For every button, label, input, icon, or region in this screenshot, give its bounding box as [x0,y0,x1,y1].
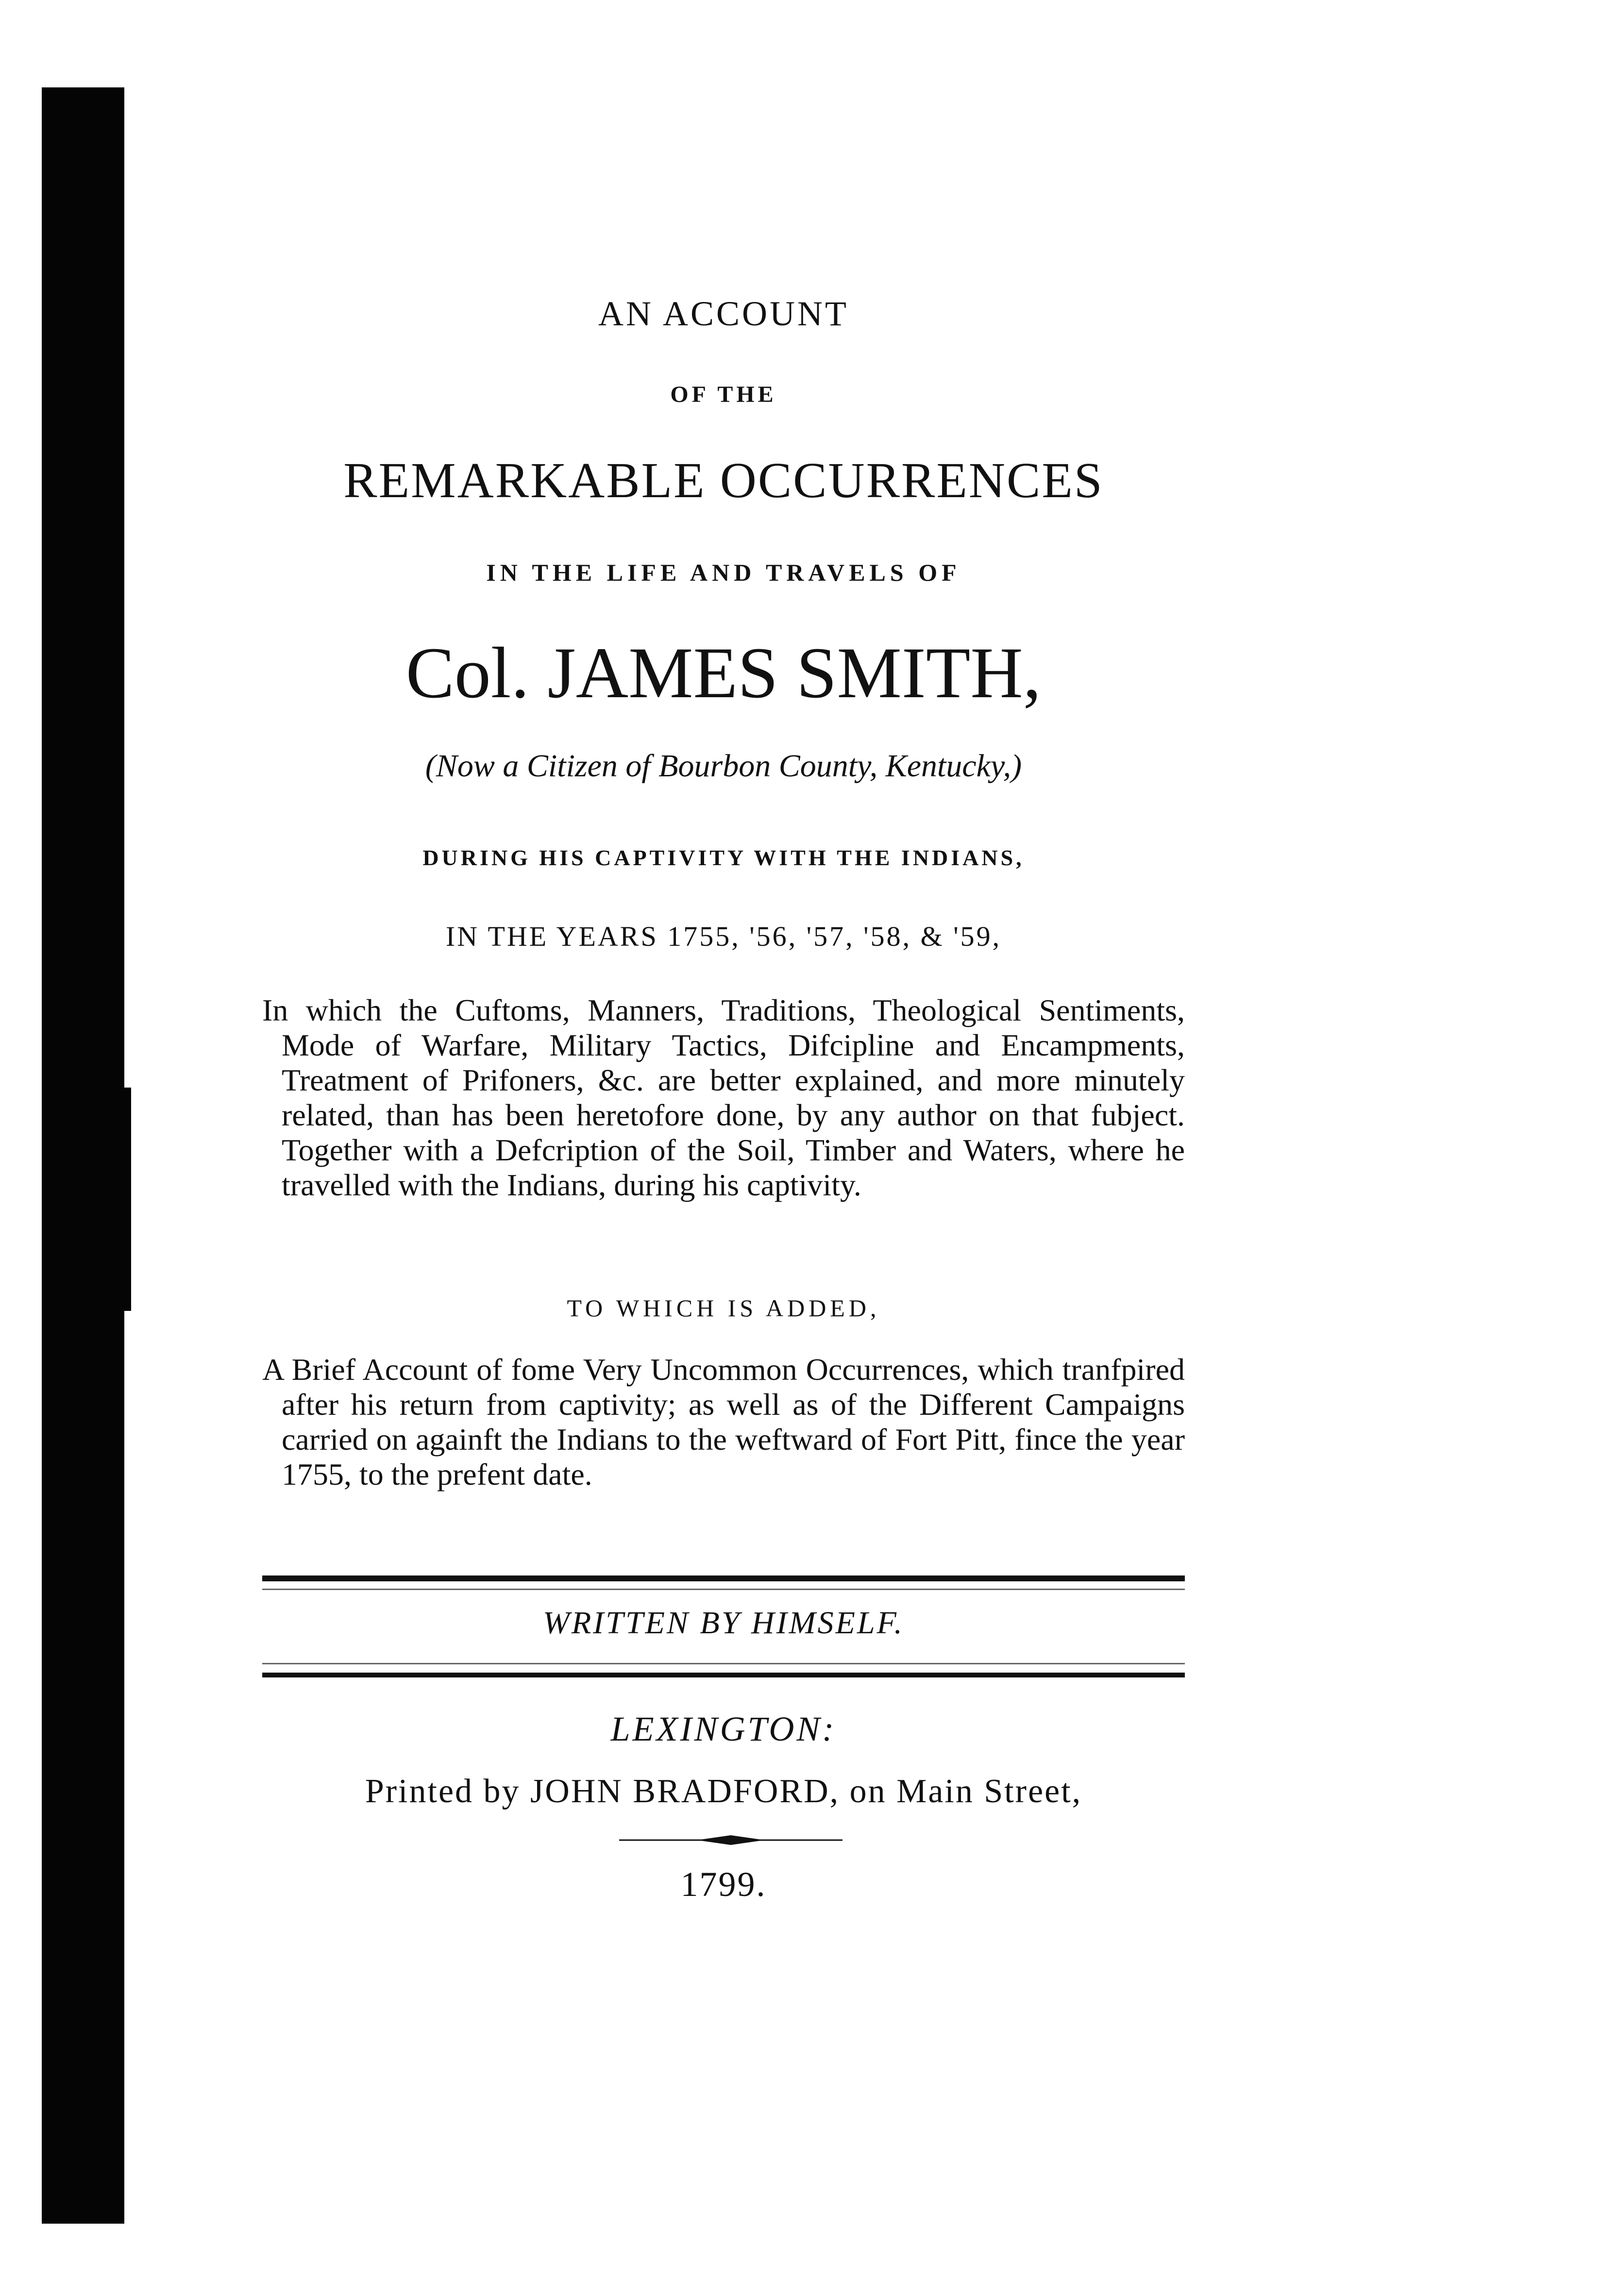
author-residence: (Now a Citizen of Bourbon County, Kentucky,) [425,748,1022,784]
added-heading: TO WHICH IS ADDED, [567,1294,880,1322]
imprint-city: LEXINGTON: [610,1709,837,1748]
imprint-printer: Printed by JOHN BRADFORD, on Main Street, [365,1773,1082,1810]
written-by-line: WRITTEN BY HIMSELF. [543,1605,904,1641]
bottom-double-rule [262,1673,1185,1677]
top-double-rule [262,1575,1185,1581]
ornament-rule-icon [619,1833,842,1847]
description-paragraph: In which the Cuftoms, Manners, Traditions, Theological Sentiments, Mode of Warfare, Military Tactics, Difcipline and Encampments, Treatment of Prifoners, &c. are better explained, and more minutely related, than has been heretofore done, by any author on that fubject. Together with a Defcription of the Soil, Timber and Waters, where he travelled with the Indians, during his captivity. [262,993,1185,1202]
bottom-thin-rule [262,1663,1185,1664]
imprint-year: 1799. [680,1865,767,1904]
title-line-account: AN ACCOUNT [598,294,849,333]
addition-paragraph: A Brief Account of fome Very Uncommon Occurrences, which tranfpired after his return from captivity; as well as of the Different Campaigns carried on againft the Indians to the weftward of Fort Pitt, fince the year 1755, to the prefent date. [262,1352,1185,1492]
top-thin-rule [262,1589,1185,1590]
title-line-occurrences: REMARKABLE OCCURRENCES [343,452,1104,508]
captivity-line: DURING HIS CAPTIVITY WITH THE INDIANS, [422,845,1025,870]
title-author-name: Col. JAMES SMITH, [405,633,1042,713]
title-line-life-travels: IN THE LIFE AND TRAVELS OF [486,559,961,586]
captivity-years: IN THE YEARS 1755, '56, '57, '58, & '59, [445,921,1002,952]
title-line-of-the: OF THE [670,382,777,407]
